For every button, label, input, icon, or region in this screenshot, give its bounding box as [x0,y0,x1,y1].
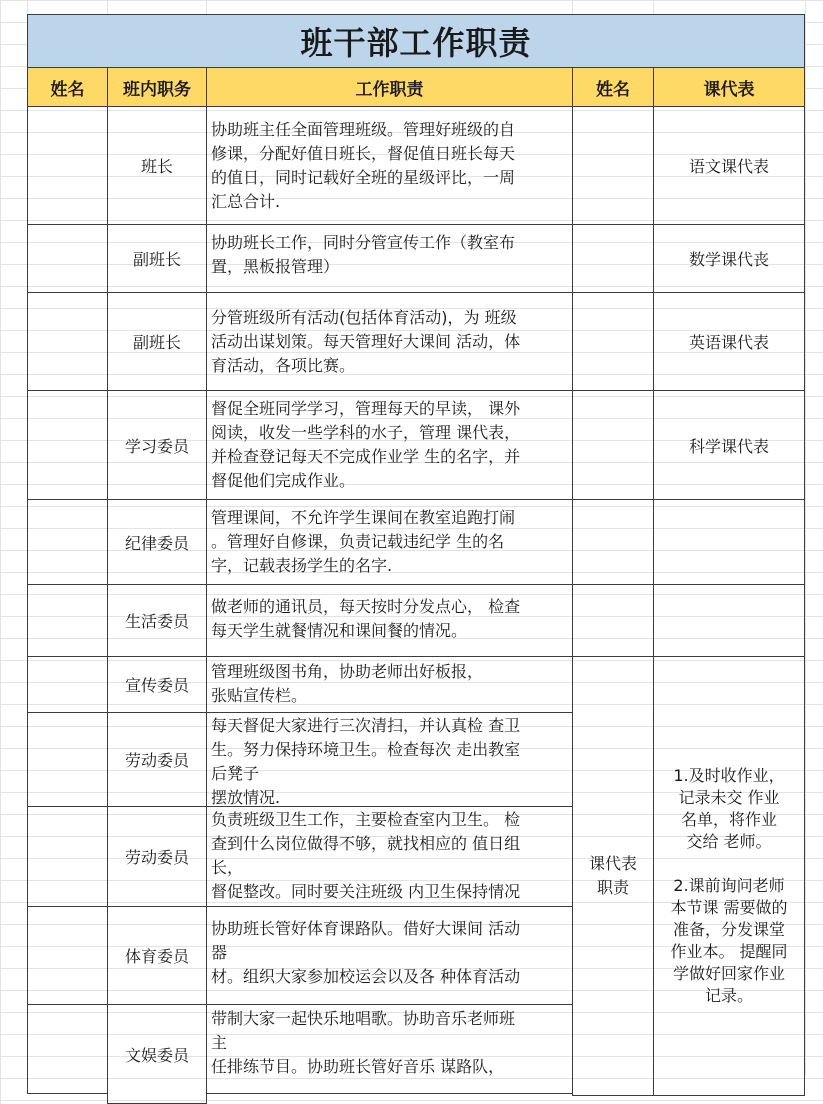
header-name: 姓名 [27,67,108,107]
duty-cell [206,224,573,293]
page-title: 班干部工作职责 [27,14,805,68]
rep-duty-label [572,656,654,1096]
position-cell: 劳动委员 [107,712,207,807]
grid-line [805,0,806,1075]
rep-cell: 语文课代表 [653,106,805,225]
duty-cell [206,106,573,225]
name2-cell[interactable] [572,390,654,500]
duty-text: 分管班级所有活动(包括体育活动)，为 班级 活动出谋划策。每天管理好大课间 活动，体 育活动，各项比赛。 [211,307,521,375]
rep-cell [653,584,805,657]
name2-cell[interactable] [572,584,654,657]
duty-cell [206,292,573,391]
rep-duty-label-text: 课代表 职责 [588,854,637,897]
rep-cell [653,499,805,585]
position-cell: 副班长 [107,224,207,293]
duty-text: 管理课间，不允许学生课间在教室追跑打闹 。管理好自修课，负责记载违纪学 生的名 字，记载表扬学生的名字. [211,508,516,575]
duty-text: 协助班长管好体育课路队。借好大课间 活动 器 材。组织大家参加校运会以及各 种体育活动 [211,919,521,986]
duty-cell [206,1004,573,1094]
position-cell: 文娱委员 [107,1004,207,1104]
header-name-2: 姓名 [572,67,654,107]
duty-text: 管理班级图书角，协助老师出好板报， 张贴宣传栏。 [211,662,484,705]
duty-cell [206,390,573,500]
rep-duty-text: 1.及时收作业， 记录未交 作业 名单，将作业 交给 老师。 2.课前询问老师 本节课 需要做的 准备，分发课堂 作业本。 提醒同 学做好回家作业 记录。 [653,656,805,1096]
name-cell[interactable] [27,906,108,1005]
name-cell[interactable] [27,656,108,713]
name-cell[interactable] [27,106,108,225]
name-cell[interactable] [27,499,108,585]
position-cell: 宣传委员 [107,656,207,713]
duty-cell [206,656,573,713]
name-cell[interactable] [27,224,108,293]
duty-text: 督促全班同学学习，管理每天的早读， 课外 阅读，收发一些学科的水子，管理 课代表， 并检查登记每天不完成作业学 生的名字，并 督促他们完成作业。 [211,399,521,490]
name-cell[interactable] [27,806,108,907]
position-cell: 纪律委员 [107,499,207,585]
position-cell: 副班长 [107,292,207,391]
position-cell: 劳动委员 [107,806,207,907]
duty-cell [206,712,573,807]
header-position: 班内职务 [107,67,207,107]
duty-cell [206,806,573,907]
position-cell: 生活委员 [107,584,207,657]
duty-text: 带制大家一起快乐地唱歌。协助音乐老师班 主 任排练节目。协助班长管好音乐 谋路队， [211,1009,516,1076]
duty-cell [206,499,573,585]
rep-cell: 数学课代丧 [653,224,805,293]
duty-cell [206,584,573,657]
duty-cell [206,906,573,1005]
name2-cell[interactable] [572,292,654,391]
duty-text: 做老师的通讯员，每天按时分发点心， 检查 每天学生就餐情况和课间餐的情况。 [211,597,521,640]
duty-text: 协助班长工作，同时分管宣传工作（教室布 置，黑板报管理） [211,233,516,276]
position-cell: 体育委员 [107,906,207,1005]
position-cell: 班长 [107,106,207,225]
name-cell[interactable] [27,390,108,500]
name2-cell[interactable] [572,499,654,585]
name-cell[interactable] [27,1004,108,1094]
rep-cell: 英语课代表 [653,292,805,391]
rep-cell: 科学课代表 [653,390,805,500]
name2-cell[interactable] [572,224,654,293]
header-duty: 工作职责 [206,67,573,107]
duty-text: 负责班级卫生工作，主要检查室内卫生。 检 查到什么岗位做得不够，就找相应的 值日组 长， 督促整改。同时要关注班级 内卫生保持情况 [211,810,521,901]
name-cell[interactable] [27,292,108,391]
header-rep: 课代表 [653,67,805,107]
name2-cell[interactable] [572,106,654,225]
name-cell[interactable] [27,584,108,657]
duty-text: 每天督促大家进行三次清扫，并认真检 查卫 生。努力保持环境卫生。检查每次 走出教室 后凳子 摆放情况. [211,716,521,807]
position-cell: 学习委员 [107,390,207,500]
name-cell[interactable] [27,712,108,807]
duty-text: 协助班主任全面管理班级。管理好班级的自 修课，分配好值日班长，督促值日班长每天 的值日，同时记载好全班的星级评比，一周 汇总合计. [211,119,516,211]
